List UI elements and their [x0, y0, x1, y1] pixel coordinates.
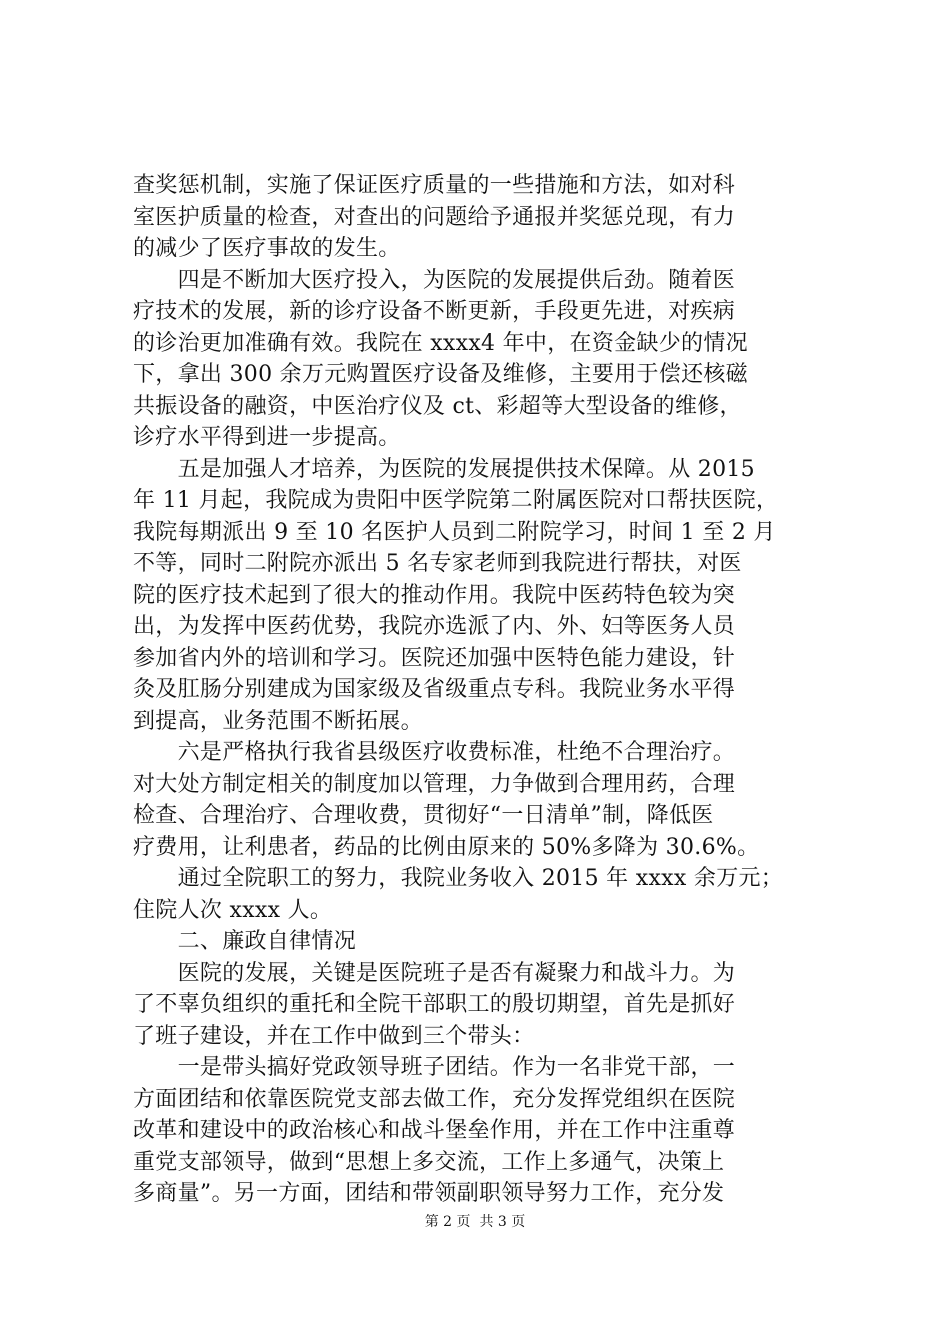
text-line: 下，拿出 300 余万元购置医疗设备及维修，主要用于偿还核磁: [133, 362, 748, 387]
document-body: [133, 170, 833, 1210]
text-line: 室医护质量的检查，对查出的问题给予通报并奖惩兑现，有力: [133, 204, 736, 230]
text-line: 了班子建设，并在工作中做到三个带头：: [133, 1023, 535, 1049]
text-line: 一是带头搞好党政领导班子团结。作为一名非党干部，一: [133, 1055, 736, 1080]
text-line: 年 11 月起，我院成为贵阳中医学院第二附属医院对口帮扶医院，: [133, 488, 779, 513]
text-line: 对大处方制定相关的制度加以管理，力争做到合理用药，合理: [133, 771, 736, 797]
text-line: 疗技术的发展，新的诊疗设备不断更新，手段更先进，对疾病: [133, 299, 736, 324]
text-line: 院的医疗技术起到了很大的推动作用。我院中医药特色较为突: [133, 582, 736, 608]
text-line: 我院每期派出 9 至 10 名医护人员到二附院学习，时间 1 至 2 月: [133, 519, 776, 545]
text-line: 出，为发挥中医药优势，我院亦选派了内、外、妇等医务人员: [133, 614, 736, 639]
text-line: 改革和建设中的政治核心和战斗堡垒作用，并在工作中注重尊: [133, 1118, 736, 1143]
text-line: 医院的发展，关键是医院班子是否有凝聚力和战斗力。为: [133, 960, 736, 986]
text-line: 到提高，业务范围不断拓展。: [133, 708, 423, 734]
text-line: 方面团结和依靠医院党支部去做工作，充分发挥党组织在医院: [133, 1086, 736, 1112]
text-line: 疗费用，让利患者，药品的比例由原来的 50%多降为 30.6%。: [133, 834, 760, 860]
text-line: 不等，同时二附院亦派出 5 名专家老师到我院进行帮扶，对医: [133, 551, 742, 576]
text-line: 参加省内外的培训和学习。医院还加强中医特色能力建设，针: [133, 645, 736, 671]
page-number-footer: 第 2 页 共 3 页: [424, 1214, 526, 1230]
text-line: 多商量”。另一方面，团结和带领副职领导努力工作，充分发: [133, 1181, 725, 1206]
text-line: 通过全院职工的努力，我院业务收入 2015 年 xxxx 余万元；: [133, 866, 784, 891]
text-line: 共振设备的融资，中医治疗仪及 ct、彩超等大型设备的维修，: [133, 393, 742, 419]
text-line: 五是加强人才培养，为医院的发展提供技术保障。从 2015: [133, 456, 755, 482]
text-line: 住院人次 xxxx 人。: [133, 897, 333, 923]
section-heading: 二、廉政自律情况: [133, 929, 357, 954]
text-line: 四是不断加大医疗投入，为医院的发展提供后劲。随着医: [133, 267, 736, 293]
text-line: 的减少了医疗事故的发生。: [133, 236, 401, 261]
text-line: 诊疗水平得到进一步提高。: [133, 425, 401, 450]
text-line: 检查、合理治疗、合理收费，贯彻好“一日清单”制，降低医: [133, 803, 714, 828]
text-line: 灸及肛肠分别建成为国家级及省级重点专科。我院业务水平得: [133, 677, 736, 702]
text-line: 重党支部领导，做到“思想上多交流，工作上多通气，决策上: [133, 1149, 725, 1175]
text-line: 的诊治更加准确有效。我院在 xxxx4 年中，在资金缺少的情况: [133, 330, 748, 356]
text-line: 查奖惩机制，实施了保证医疗质量的一些措施和方法，如对科: [133, 173, 736, 198]
text-line: 六是严格执行我省县级医疗收费标准，杜绝不合理治疗。: [133, 740, 736, 765]
text-line: 了不辜负组织的重托和全院干部职工的殷切期望，首先是抓好: [133, 992, 736, 1017]
